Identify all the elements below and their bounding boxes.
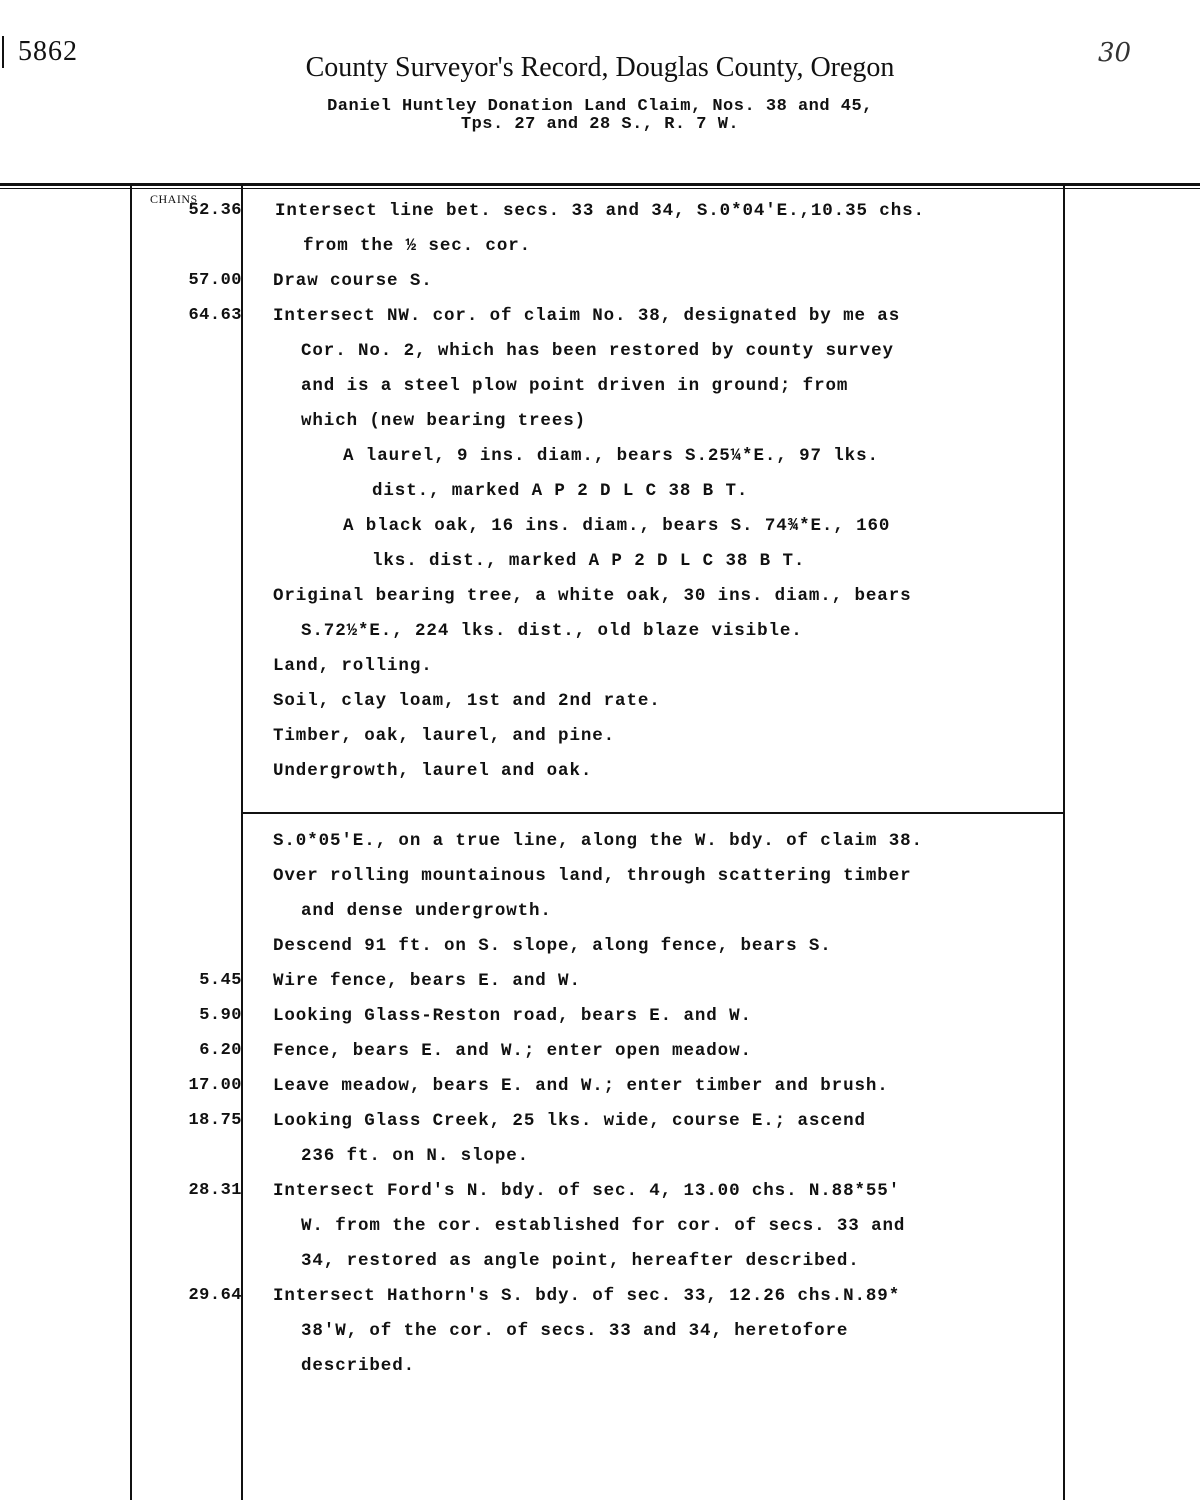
record-line: A black oak, 16 ins. diam., bears S. 74¾*E., 160 <box>343 516 891 536</box>
record-line: Timber, oak, laurel, and pine. <box>273 726 616 746</box>
record-line: 34, restored as angle point, hereafter described. <box>301 1251 860 1271</box>
record-line: Wire fence, bears E. and W. <box>273 971 581 991</box>
distance-value: 17.00 <box>188 1076 242 1095</box>
record-line: Soil, clay loam, 1st and 2nd rate. <box>273 691 661 711</box>
record-line: Cor. No. 2, which has been restored by county survey <box>301 341 894 361</box>
record-line: Undergrowth, laurel and oak. <box>273 761 593 781</box>
page-number: 5862 <box>18 36 78 67</box>
section-divider-rule <box>241 812 1065 814</box>
record-line: W. from the cor. established for cor. of secs. 33 and <box>301 1216 906 1236</box>
record-line: Looking Glass-Reston road, bears E. and W. <box>273 1006 752 1026</box>
record-line: Over rolling mountainous land, through scattering timber <box>273 866 912 886</box>
record-line: which (new bearing trees) <box>301 411 587 431</box>
record-line: from the ½ sec. cor. <box>303 236 532 256</box>
table-top-rule <box>0 183 1200 186</box>
record-line: Land, rolling. <box>273 656 433 676</box>
record-line: Intersect Hathorn's S. bdy. of sec. 33, 12.26 chs.N.89* <box>273 1286 901 1306</box>
distance-value: 52.36 <box>188 201 242 220</box>
record-line: Looking Glass Creek, 25 lks. wide, course E.; ascend <box>273 1111 866 1131</box>
folio-number: 30 <box>1098 38 1132 68</box>
page-title: County Surveyor's Record, Douglas County, Oregon <box>305 52 895 83</box>
distance-value: 5.45 <box>199 971 242 990</box>
record-line: S.0*05'E., on a true line, along the W. bdy. of claim 38. <box>273 831 923 851</box>
subtitle-line-1: Daniel Huntley Donation Land Claim, Nos. 38 and 45, <box>327 97 873 116</box>
distance-value: 18.75 <box>188 1111 242 1130</box>
record-line: Draw course S. <box>273 271 433 291</box>
distance-value: 5.90 <box>199 1006 242 1025</box>
record-line: dist., marked A P 2 D L C 38 B T. <box>372 481 749 501</box>
table-top-rule-thin <box>0 188 1200 189</box>
record-line: described. <box>301 1356 416 1376</box>
record-line: 236 ft. on N. slope. <box>301 1146 530 1166</box>
record-line: Descend 91 ft. on S. slope, along fence, bears S. <box>273 936 832 956</box>
distance-value: 28.31 <box>188 1181 242 1200</box>
record-line: Intersect line bet. secs. 33 and 34, S.0*04'E.,10.35 chs. <box>275 201 925 221</box>
record-line: lks. dist., marked A P 2 D L C 38 B T. <box>372 551 806 571</box>
record-line: S.72½*E., 224 lks. dist., old blaze visible. <box>301 621 803 641</box>
record-line: 38'W, of the cor. of secs. 33 and 34, heretofore <box>301 1321 849 1341</box>
distance-value: 64.63 <box>188 306 242 325</box>
record-line: Original bearing tree, a white oak, 30 ins. diam., bears <box>273 586 912 606</box>
record-line: A laurel, 9 ins. diam., bears S.25¼*E., 97 lks. <box>343 446 879 466</box>
record-line: Intersect NW. cor. of claim No. 38, designated by me as <box>273 306 901 326</box>
record-line: Fence, bears E. and W.; enter open meadow. <box>273 1041 752 1061</box>
record-line: Leave meadow, bears E. and W.; enter timber and brush. <box>273 1076 889 1096</box>
chains-column-header: CHAINS <box>150 192 198 206</box>
subtitle-line-2: Tps. 27 and 28 S., R. 7 W. <box>460 115 740 134</box>
distance-value: 57.00 <box>188 271 242 290</box>
distance-value: 29.64 <box>188 1286 242 1305</box>
record-line: Intersect Ford's N. bdy. of sec. 4, 13.00 chs. N.88*55' <box>273 1181 901 1201</box>
left-column-rule <box>130 183 132 1500</box>
distance-value: 6.20 <box>199 1041 242 1060</box>
record-line: and dense undergrowth. <box>301 901 552 921</box>
right-column-rule <box>1063 183 1065 1500</box>
record-line: and is a steel plow point driven in ground; from <box>301 376 849 396</box>
